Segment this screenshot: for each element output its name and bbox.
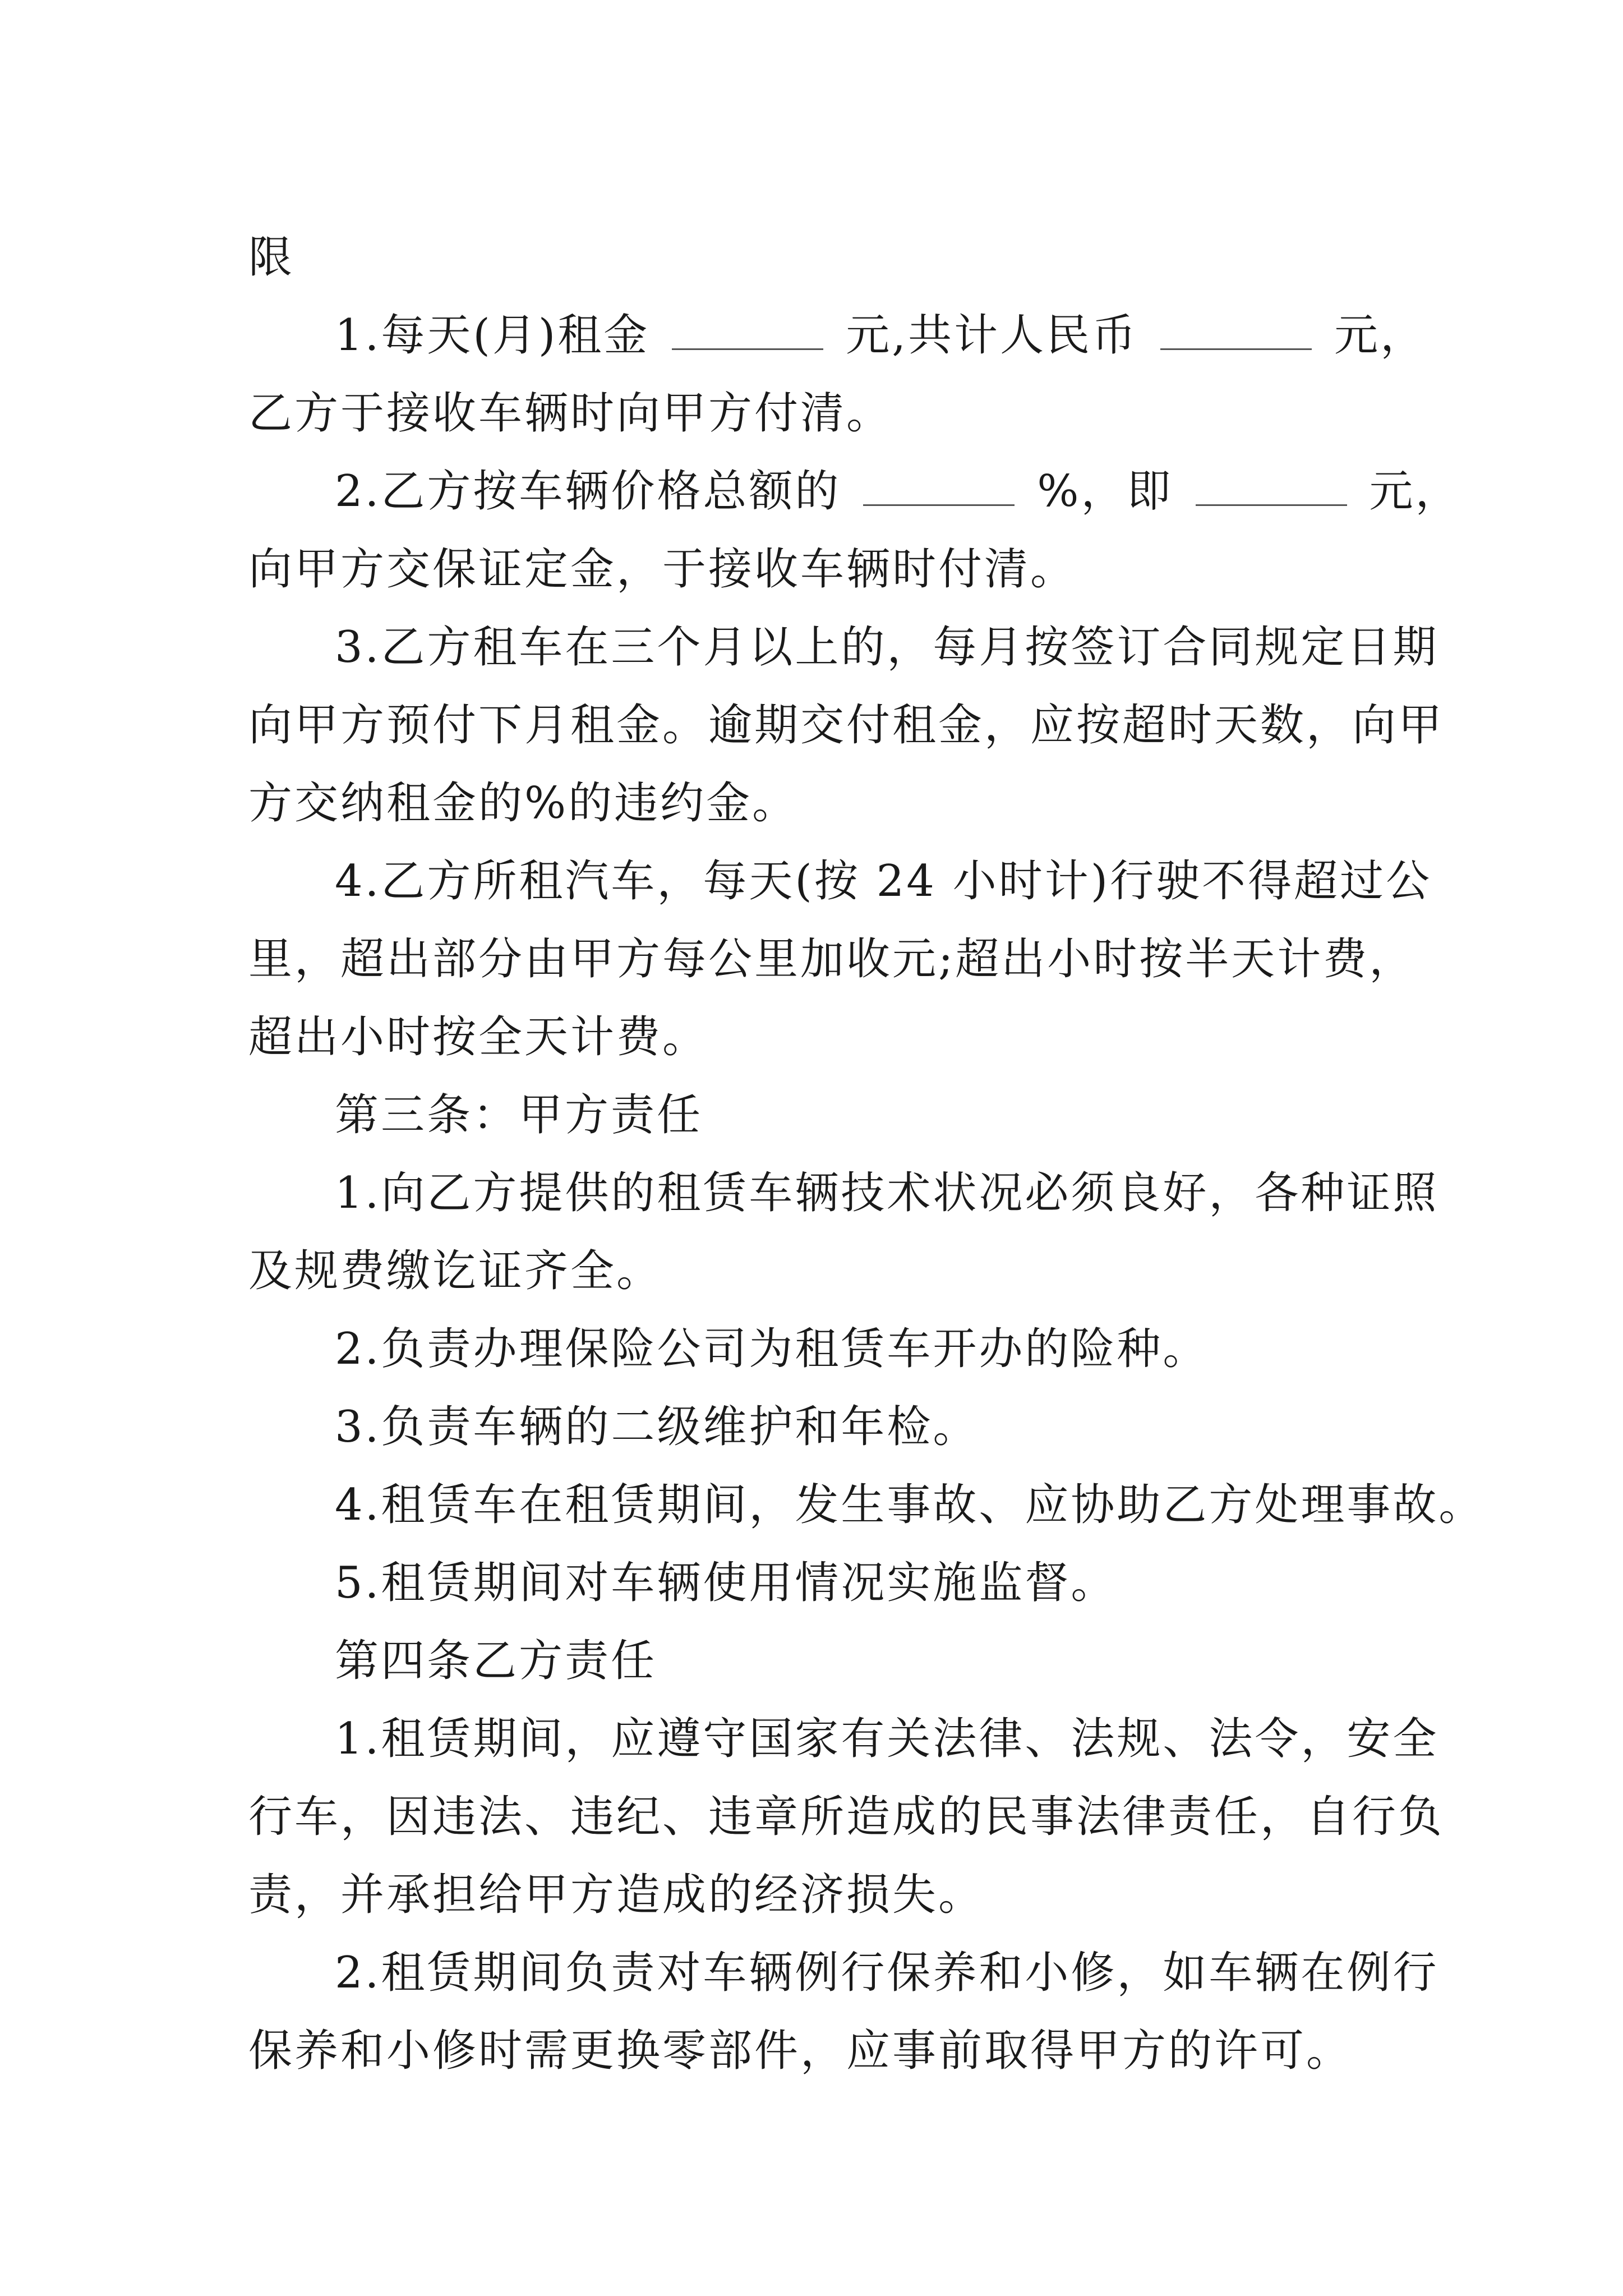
- text-line: 乙方于接收车辆时向甲方付清。: [248, 388, 893, 439]
- text-line: 向甲方交保证定金，于接收车辆时付清。: [248, 544, 1077, 595]
- text-line: 4.乙方所租汽车，每天(按 24 小时计)行驶不得超过公: [335, 856, 1432, 907]
- text-line: [248, 297, 1427, 375]
- document-page: [248, 219, 1485, 2090]
- text-line: 责，并承担给甲方造成的经济损失。: [248, 1870, 985, 1920]
- text-line: 3.乙方租车在三个月以上的，每月按签订合同规定日期: [335, 622, 1439, 673]
- text-line: 里，超出部分由甲方每公里加收元;超出小时按半天计费，: [248, 934, 1415, 984]
- text-line: 1.向乙方提供的租赁车辆技术状况必须良好，各种证照: [335, 1168, 1439, 1218]
- text-line: 2.负责办理保险公司为租赁车开办的险种。: [335, 1324, 1209, 1374]
- text-line: 2.租赁期间负责对车辆例行保养和小修，如车辆在例行: [335, 1948, 1439, 1998]
- fill-in-blank: [1160, 337, 1312, 350]
- text-line: 5.租赁期间对车辆使用情况实施监督。: [335, 1558, 1117, 1608]
- text-segment: 2.乙方按车辆价格总额的: [335, 466, 841, 517]
- fill-in-blank: [1196, 493, 1347, 506]
- text-line: 1.租赁期间，应遵守国家有关法律、法规、法令，安全: [335, 1714, 1439, 1764]
- text-segment: 元，: [1334, 310, 1427, 361]
- text-line: 限: [248, 232, 295, 283]
- text-segment: 1.每天(月)租金: [335, 310, 650, 361]
- text-line: 4.租赁车在租赁期间，发生事故、应协助乙方处理事故。: [335, 1480, 1485, 1530]
- fill-in-blank: [863, 493, 1015, 506]
- text-line: 3.负责车辆的二级维护和年检。: [335, 1402, 979, 1452]
- section-heading: 第四条乙方责任: [335, 1636, 657, 1686]
- text-line: 超出小时按全天计费。: [248, 1012, 709, 1062]
- text-segment: 元,共计人民币: [846, 310, 1138, 361]
- text-line: 及规费缴讫证齐全。: [248, 1246, 663, 1296]
- text-line: [248, 453, 1461, 531]
- section-heading: 第三条：甲方责任: [335, 1090, 703, 1140]
- fill-in-blank: [672, 337, 823, 350]
- text-line: 向甲方预付下月租金。逾期交付租金，应按超时天数，向甲: [248, 700, 1445, 751]
- text-segment: %，即: [1037, 466, 1173, 517]
- text-line: 保养和小修时需更换零部件，应事前取得甲方的许可。: [248, 2026, 1353, 2076]
- text-segment: 元，: [1369, 466, 1461, 517]
- text-line: 方交纳租金的%的违约金。: [248, 778, 799, 829]
- text-line: 行车，因违法、违纪、违章所造成的民事法律责任，自行负: [248, 1792, 1445, 1842]
